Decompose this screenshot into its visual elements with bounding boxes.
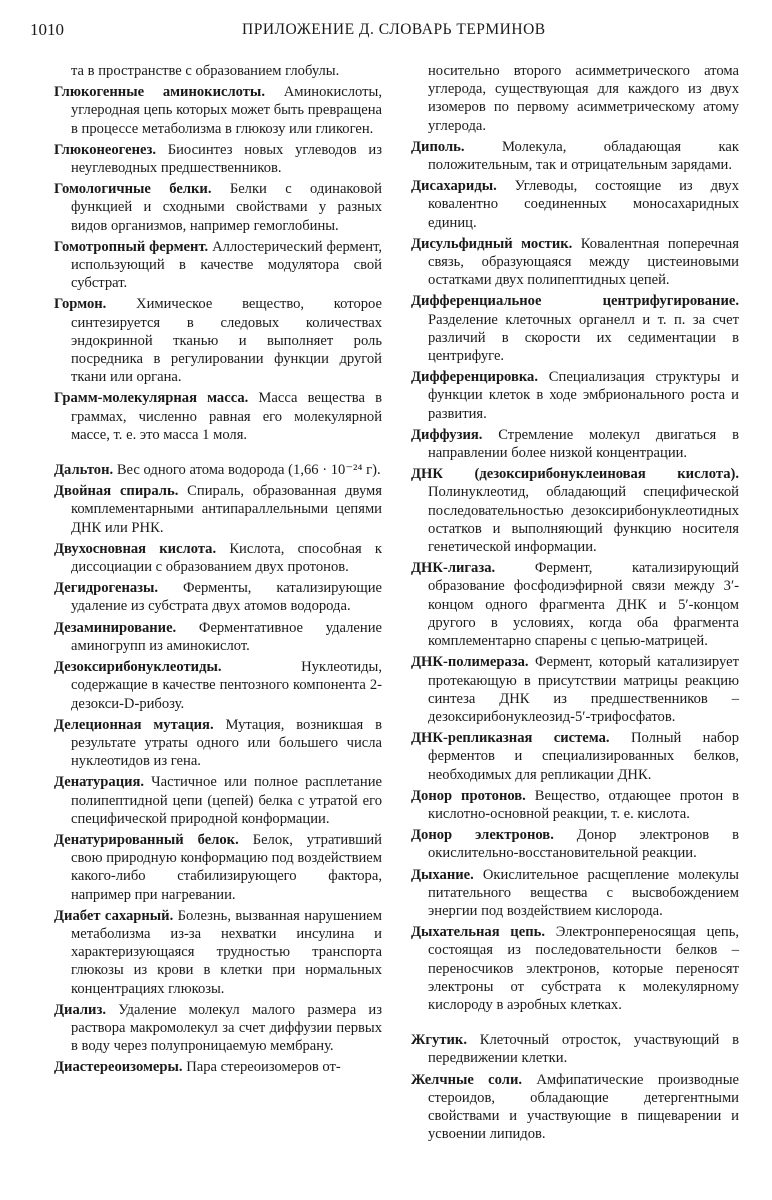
glossary-entry [54,619,382,655]
glossary-term: Денатурированный белок. [54,831,239,848]
glossary-term: Гормон. [54,296,107,313]
glossary-term: ДНК-полимераза. [411,654,529,671]
glossary-term: Дезаминирование. [54,619,177,636]
glossary-entry [411,923,739,1014]
glossary-term: Дыхательная цепь. [411,924,545,941]
left-column [54,62,382,1080]
glossary-definition: Аллостерический фермент, использующий в качестве модулятора свой субстрат. [71,238,383,292]
glossary-term: Дифференцировка. [411,369,539,386]
glossary-entry [411,292,739,365]
glossary-definition: Белок, утративший свою природную конформацию под воздействием какого-либо стабилизирующего фактора, например при нагревании. [71,831,382,903]
glossary-definition: Биосинтез новых углеводов из неуглеводных предшественников. [71,141,382,177]
glossary-definition: Полинуклеотид, обладающий специфической последовательностью дезоксирибонуклеотидных остатков и выполняющий функцию носителя генетической информации. [428,484,739,556]
glossary-definition: Фермент, который катализирует протекающую в присутствии матрицы реакцию синтеза ДНК из предшественников – дезоксирибонуклеозид-5′-трифосфатов. [428,654,739,725]
glossary-entry [411,426,739,462]
glossary-definition: Клеточный отросток, участвующий в передвижении клетки. [428,1032,739,1067]
glossary-definition: Пара стереоизомеров от- [186,1059,341,1076]
glossary-definition: Ферментативное удаление аминогрупп из аминокислот. [71,619,382,654]
glossary-entry [54,141,382,177]
glossary-term: Двухосновная кислота. [54,540,217,557]
glossary-entry [54,83,382,138]
glossary-entry [411,653,739,726]
glossary-definition: Углеводы, состоящие из двух ковалентно соединенных моносахаридных единиц. [428,178,739,231]
glossary-definition: Частичное или полное расплетание полипептидной цепи (цепей) белка с утратой его специфической природной конформации. [71,774,382,827]
continuation-text: та в пространстве с образованием глобулы. [71,63,340,79]
glossary-term: Донор протонов. [411,787,526,804]
glossary-term: ДНК-лигаза. [411,560,496,577]
glossary-term: Дезоксирибонуклеотиды. [54,659,222,676]
running-title: ПРИЛОЖЕНИЕ Д. СЛОВАРЬ ТЕРМИНОВ [242,21,546,38]
glossary-entry [54,1001,382,1056]
glossary-entry [54,831,382,904]
glossary-definition: Специализация структуры и функции клеток в ходе эмбрионального роста и развития. [428,369,739,422]
glossary-definition: Ферменты, катализирующие удаление из субстрата двух атомов водорода. [71,580,382,615]
glossary-term: Дальтон. [54,462,114,479]
glossary-term: Двойная спираль. [54,483,179,500]
glossary-term: Дисульфидный мостик. [411,235,573,252]
glossary-term: Глюкогенные аминокислоты. [54,84,265,101]
glossary-entry [54,716,382,771]
glossary-definition: Спираль, образованная двумя комплементарными антипараллельными цепями ДНК или РНК. [71,483,382,536]
glossary-definition: Мутация, возникшая в результате утраты одного или большего числа нуклеотидов из гена. [71,716,382,770]
glossary-definition: Ковалентная поперечная связь, образующаяся между цистеиновыми остатками двух полипептидных цепей. [428,235,739,289]
glossary-definition: Окислительное расщепление молекулы питательного вещества с высвобождением энергии под воздействием кислорода. [428,866,739,919]
page-number: 1010 [30,20,64,39]
glossary-entry [54,540,382,576]
glossary-definition: Электронпереносящая цепь, состоящая из последовательности белков – переносчиков электронов, которые переносят электроны от субстрата к молекулярному кислороду в аэробных клетках. [428,924,739,1013]
glossary-entry [411,465,739,556]
glossary-term: Диастереоизомеры. [54,1059,183,1076]
glossary-definition: Донор электронов в окислительно-восстановительной реакции. [428,827,739,862]
glossary-entry [411,368,739,423]
glossary-entry [411,235,739,290]
glossary-term: Дыхание. [411,866,474,883]
glossary-term: Грамм-молекулярная масса. [54,390,249,407]
glossary-entry [54,180,382,235]
glossary-term: Дифференциальное центрифугирование. [411,293,739,310]
glossary-term: Диполь. [411,138,465,155]
glossary-term: ДНК-репликазная система. [411,730,610,747]
glossary-entry [54,1058,382,1076]
glossary-entry [54,658,382,713]
glossary-entry [411,787,739,823]
glossary-definition: Амфипатические производные стероидов, обладающие детергентными свойствами и участвующие в пищеварении и усвоении липидов. [428,1071,739,1143]
glossary-entry [54,238,382,293]
glossary-definition: Аминокислоты, углеродная цепь которых может быть превращена в процессе метаболизма в глюкозу или гликоген. [71,84,382,137]
glossary-term: Глюконеогенез. [54,141,156,158]
glossary-term: Дегидрогеназы. [54,580,159,597]
glossary-term: Донор электронов. [411,827,554,844]
glossary-term: Денатурация. [54,774,145,791]
glossary-entry [411,138,739,174]
glossary-term: Гомологичные белки. [54,181,212,198]
glossary-term: Желчные соли. [411,1071,523,1088]
glossary-definition: Полный набор ферментов и специализированных белков, необходимых для репликации ДНК. [428,730,739,783]
glossary-entry [54,907,382,998]
glossary-term: Дисахариды. [411,178,497,195]
glossary-definition: Фермент, катализирующий образование фосфодиэфирной связи между 3′-концом одного фрагмента ДНК и 5′-концом другого в условиях, когда оба фрагмента комплементарно спарены с цепью-матрицей. [428,560,739,650]
glossary-entry [54,482,382,537]
glossary-definition: Удаление молекул малого размера из раствора макромолекул за счет диффузии первых в воду через полупроницаемую мембрану. [71,1001,382,1055]
glossary-entry [411,559,739,650]
glossary-entry [411,177,739,232]
glossary-definition: Белки с одинаковой функцией и сходными свойствами у разных видов организмов, например гемоглобины. [71,181,382,234]
glossary-entry [411,1071,739,1144]
glossary-entry [411,826,739,862]
glossary-definition: Разделение клеточных органелл и т. п. за счет различий в скорости их седиментации в центрифуге. [428,311,739,365]
glossary-term: Диабет сахарный. [54,907,174,924]
glossary-entry [54,773,382,828]
glossary-entry [54,295,382,386]
glossary-term: Диализ. [54,1001,106,1018]
glossary-definition: Вес одного атома водорода (1,66 · 10⁻²⁴ г). [116,462,381,479]
glossary-entry [411,866,739,921]
glossary-term: ДНК (дезоксирибонуклеиновая кислота). [411,466,739,483]
glossary-definition: Масса вещества в граммах, численно равная его молекулярной массе, т. е. это масса 1 моля. [71,390,382,443]
glossary-entry [54,579,382,615]
glossary-term: Делеционная мутация. [54,716,214,733]
glossary-definition: Болезнь, вызванная нарушением метаболизма из-за нехватки инсулина и характеризующаяся трудностью транспорта глюкозы из крови в клетки при нормальных концентрациях глюкозы. [71,907,382,997]
glossary-entry [411,729,739,784]
glossary-term: Жгутик. [411,1032,467,1049]
page-header [30,20,750,44]
glossary-definition: Стремление молекул двигаться в направлении более низкой концентрации. [428,426,739,462]
glossary-definition: Молекула, обладающая как положительным, так и отрицательным зарядами. [428,138,739,174]
glossary-entry [411,1031,739,1067]
continuation-text: носительно второго асимметрического атома углерода, существующая для каждого из двух изомеров по первому асимметрическому атому углерода. [428,63,739,134]
glossary-entry [54,461,382,479]
glossary-definition: Нуклеотиды, содержащие в качестве пентозного компонента 2-дезокси-D-рибозу. [71,659,382,712]
glossary-definition: Химическое вещество, которое синтезируется в следовых количествах эндокринной тканью и выполняет роль посредника в регулировании функции другой ткани или органа. [71,296,382,386]
glossary-term: Диффузия. [411,426,483,443]
glossary-definition: Кислота, способная к диссоциации с образованием двух протонов. [71,540,382,576]
right-column [411,62,739,1146]
glossary-entry [54,389,382,444]
glossary-term: Гомотропный фермент. [54,238,209,255]
glossary-definition: Вещество, отдающее протон в кислотно-основной реакции, т. е. кислота. [428,787,739,822]
